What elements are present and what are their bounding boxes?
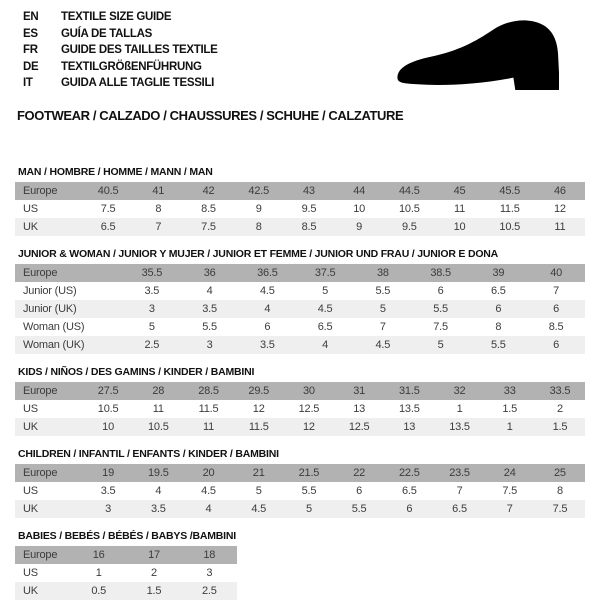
size-cell: 7.5 — [433, 321, 448, 333]
row-label: Europe — [23, 385, 58, 397]
table-row — [15, 564, 237, 582]
language-name: TEXTILE SIZE GUIDE — [61, 11, 172, 23]
size-cell: 8 — [495, 321, 502, 333]
size-cell: 6 — [437, 285, 444, 297]
language-code: IT — [23, 77, 33, 89]
size-cell: 5 — [148, 321, 155, 333]
size-cell: 44 — [353, 185, 366, 197]
size-cell: 7.5 — [502, 485, 518, 497]
size-cell: 1.5 — [502, 403, 518, 415]
section-title: CHILDREN / INFANTIL / ENFANTS / KINDER / BAMBINI — [18, 448, 279, 460]
size-cell: 27.5 — [97, 385, 119, 397]
size-table-section — [15, 366, 585, 436]
size-cell: 22.5 — [399, 467, 420, 479]
size-tables — [15, 166, 585, 600]
size-cell: 6 — [553, 303, 560, 315]
size-cell: 21.5 — [298, 467, 320, 479]
size-cell: 42 — [202, 185, 215, 197]
size-cell: 1.5 — [552, 421, 568, 433]
size-cell: 11 — [454, 203, 466, 215]
size-cell: 3.5 — [202, 303, 217, 315]
table-row — [15, 482, 585, 500]
table-row — [15, 218, 585, 236]
row-label: US — [23, 403, 38, 415]
size-cell: 11 — [152, 403, 164, 415]
size-cell: 1 — [95, 567, 102, 579]
size-table-section — [15, 248, 585, 354]
table-row — [15, 500, 585, 518]
size-cell: 39 — [492, 267, 505, 279]
table-row — [15, 382, 585, 400]
row-label: US — [23, 203, 38, 215]
size-cell: 2.5 — [144, 339, 160, 351]
size-cell: 1.5 — [146, 585, 162, 597]
size-table — [15, 382, 585, 436]
size-cell: 18 — [203, 549, 216, 561]
size-cell: 8.5 — [301, 221, 317, 233]
size-cell: 43 — [302, 185, 315, 197]
size-cell: 6 — [553, 339, 560, 351]
row-label: Woman (UK) — [23, 339, 85, 351]
size-cell: 6.5 — [317, 321, 333, 333]
table-row — [15, 464, 585, 482]
size-cell: 5 — [305, 503, 312, 515]
size-cell: 29.5 — [248, 385, 270, 397]
size-cell: 44.5 — [399, 185, 420, 197]
language-code: EN — [23, 11, 39, 23]
size-cell: 38.5 — [430, 267, 451, 279]
row-label: Europe — [23, 267, 58, 279]
size-cell: 41 — [152, 185, 165, 197]
size-table-section — [15, 166, 585, 236]
table-row — [15, 418, 585, 436]
section-title: JUNIOR & WOMAN / JUNIOR Y MUJER / JUNIOR ET FEMME / JUNIOR UND FRAU / JUNIOR E DONA — [18, 248, 499, 260]
size-cell: 21 — [252, 467, 265, 479]
size-cell: 4.5 — [260, 285, 275, 297]
table-row — [15, 182, 585, 200]
row-label: UK — [23, 585, 38, 597]
table-row — [15, 300, 585, 318]
size-cell: 35.5 — [141, 267, 163, 279]
section-title: KIDS / NIÑOS / DES GAMINS / KINDER / BAMBINI — [18, 366, 255, 378]
language-row — [23, 26, 218, 43]
size-cell: 19 — [102, 467, 115, 479]
size-cell: 7 — [456, 485, 463, 497]
size-cell: 3.5 — [150, 503, 166, 515]
size-cell: 7 — [553, 285, 560, 297]
size-cell: 4 — [206, 285, 213, 297]
size-cell: 11.5 — [198, 403, 219, 415]
size-cell: 45.5 — [499, 185, 521, 197]
size-cell: 8.5 — [548, 321, 564, 333]
row-label: UK — [23, 421, 38, 433]
size-table — [15, 182, 585, 236]
size-cell: 31 — [353, 385, 366, 397]
size-cell: 2.5 — [201, 585, 217, 597]
table-row — [15, 264, 585, 282]
row-label: US — [23, 485, 38, 497]
row-label: Junior (UK) — [23, 303, 77, 315]
size-cell: 11 — [554, 221, 566, 233]
row-label: Woman (US) — [23, 321, 85, 333]
size-cell: 20 — [202, 467, 215, 479]
size-cell: 12 — [252, 403, 265, 415]
section-title: MAN / HOMBRE / HOMME / MANN / MAN — [18, 166, 213, 178]
size-cell: 3.5 — [260, 339, 275, 351]
language-name: GUIDA ALLE TAGLIE TESSILI — [61, 77, 215, 89]
row-label: UK — [23, 221, 38, 233]
size-cell: 6 — [495, 303, 502, 315]
size-cell: 3 — [148, 303, 155, 315]
footwear-title: FOOTWEAR / CALZADO / CHAUSSURES / SCHUHE / CALZATURE — [17, 108, 404, 123]
language-name: GUIDE DES TAILLES TEXTILE — [61, 44, 218, 56]
table-row — [15, 282, 585, 300]
size-cell: 38 — [376, 267, 389, 279]
size-cell: 6.5 — [100, 221, 116, 233]
size-table-section — [15, 530, 585, 600]
size-cell: 4.5 — [251, 503, 267, 515]
size-cell: 2 — [556, 403, 563, 415]
size-cell: 3 — [206, 567, 213, 579]
size-cell: 4 — [205, 503, 212, 515]
size-cell: 10.5 — [499, 221, 521, 233]
size-cell: 33 — [503, 385, 516, 397]
size-cell: 1 — [456, 403, 463, 415]
size-cell: 23.5 — [449, 467, 470, 479]
size-cell: 9 — [255, 203, 262, 215]
size-cell: 12.5 — [298, 403, 320, 415]
size-cell: 36 — [203, 267, 216, 279]
row-label: Europe — [23, 185, 58, 197]
table-row — [15, 582, 237, 600]
size-cell: 9.5 — [301, 203, 317, 215]
size-cell: 6.5 — [491, 285, 506, 297]
size-cell: 6 — [264, 321, 271, 333]
size-cell: 8 — [155, 203, 162, 215]
size-cell: 10 — [453, 221, 466, 233]
size-cell: 10 — [102, 421, 115, 433]
size-cell: 5.5 — [351, 503, 367, 515]
size-cell: 40.5 — [97, 185, 119, 197]
size-cell: 17 — [148, 549, 160, 561]
size-cell: 3.5 — [144, 285, 160, 297]
size-cell: 11.5 — [499, 203, 520, 215]
language-row — [23, 9, 218, 26]
language-code: DE — [23, 60, 39, 73]
row-label: Europe — [23, 467, 58, 479]
size-cell: 0.5 — [91, 585, 107, 597]
size-cell: 40 — [550, 267, 563, 279]
size-cell: 25 — [554, 467, 566, 479]
size-cell: 36.5 — [257, 267, 278, 279]
size-cell: 6 — [406, 503, 413, 515]
shoe-icon — [388, 14, 578, 109]
table-row — [15, 200, 585, 218]
size-cell: 3 — [105, 503, 112, 515]
size-cell: 5.5 — [375, 285, 391, 297]
size-cell: 12 — [302, 421, 315, 433]
table-row — [15, 400, 585, 418]
size-cell: 28 — [152, 385, 165, 397]
size-cell: 37.5 — [314, 267, 336, 279]
row-label: UK — [23, 503, 38, 515]
size-table — [15, 464, 585, 518]
size-cell: 19.5 — [148, 467, 169, 479]
size-cell: 10.5 — [148, 421, 169, 433]
size-cell: 13 — [353, 403, 366, 415]
size-cell: 11 — [202, 421, 215, 433]
table-row — [15, 546, 237, 564]
size-cell: 31.5 — [399, 385, 420, 397]
language-code: ES — [23, 27, 38, 40]
size-cell: 13.5 — [399, 403, 420, 415]
size-cell: 8 — [556, 485, 563, 497]
size-cell: 6.5 — [452, 503, 467, 515]
row-label: US — [23, 567, 38, 579]
table-row — [15, 318, 585, 336]
size-cell: 4.5 — [201, 485, 216, 497]
language-list — [23, 9, 218, 92]
size-cell: 2 — [151, 567, 157, 579]
size-table — [15, 264, 585, 354]
size-cell: 11.5 — [248, 421, 269, 433]
size-cell: 10 — [353, 203, 366, 215]
size-cell: 5.5 — [202, 321, 217, 333]
size-cell: 7.5 — [552, 503, 568, 515]
size-cell: 13.5 — [449, 421, 470, 433]
size-cell: 12.5 — [348, 421, 370, 433]
size-cell: 4 — [322, 339, 329, 351]
table-row — [15, 336, 585, 354]
row-label: Junior (US) — [23, 285, 77, 297]
size-cell: 8.5 — [201, 203, 216, 215]
size-cell: 4.5 — [375, 339, 391, 351]
size-cell: 5 — [255, 485, 262, 497]
size-cell: 4 — [264, 303, 271, 315]
language-name: TEXTILGRÖßENFÜHRUNG — [61, 60, 202, 73]
size-cell: 9 — [356, 221, 363, 233]
size-cell: 5 — [437, 339, 444, 351]
size-cell: 7.5 — [201, 221, 216, 233]
size-cell: 28.5 — [198, 385, 219, 397]
size-cell: 4.5 — [317, 303, 333, 315]
row-label: Europe — [23, 549, 58, 561]
size-cell: 6.5 — [401, 485, 417, 497]
size-cell: 5 — [379, 303, 386, 315]
size-cell: 5.5 — [433, 303, 448, 315]
size-cell: 5 — [322, 285, 329, 297]
size-cell: 33.5 — [549, 385, 571, 397]
language-name: GUÍA DE TALLAS — [61, 27, 152, 40]
size-cell: 5.5 — [301, 485, 317, 497]
size-cell: 4 — [155, 485, 162, 497]
size-cell: 10.5 — [399, 203, 420, 215]
size-cell: 3 — [206, 339, 213, 351]
size-cell: 30 — [302, 385, 315, 397]
size-cell: 7 — [155, 221, 162, 233]
language-row — [23, 42, 218, 59]
size-cell: 16 — [92, 549, 105, 561]
size-cell: 45 — [453, 185, 466, 197]
size-table — [15, 546, 237, 600]
language-row — [23, 75, 218, 92]
size-cell: 7 — [506, 503, 513, 515]
size-cell: 9.5 — [401, 221, 417, 233]
size-cell: 7.5 — [100, 203, 116, 215]
size-cell: 5.5 — [491, 339, 506, 351]
size-cell: 1 — [506, 421, 513, 433]
size-cell: 6 — [356, 485, 363, 497]
size-cell: 42.5 — [248, 185, 270, 197]
section-title: BABIES / BEBÉS / BÉBÉS / BABYS /BAMBINI — [18, 530, 236, 542]
size-table-section — [15, 448, 585, 518]
language-code: FR — [23, 44, 38, 56]
size-cell: 13 — [403, 421, 416, 433]
size-cell: 24 — [503, 467, 516, 479]
size-cell: 46 — [554, 185, 566, 197]
size-cell: 7 — [379, 321, 386, 333]
size-cell: 10.5 — [97, 403, 119, 415]
size-cell: 8 — [255, 221, 262, 233]
size-cell: 22 — [353, 467, 366, 479]
size-cell: 12 — [554, 203, 566, 215]
language-row — [23, 59, 218, 76]
size-cell: 3.5 — [100, 485, 116, 497]
size-cell: 32 — [453, 385, 466, 397]
